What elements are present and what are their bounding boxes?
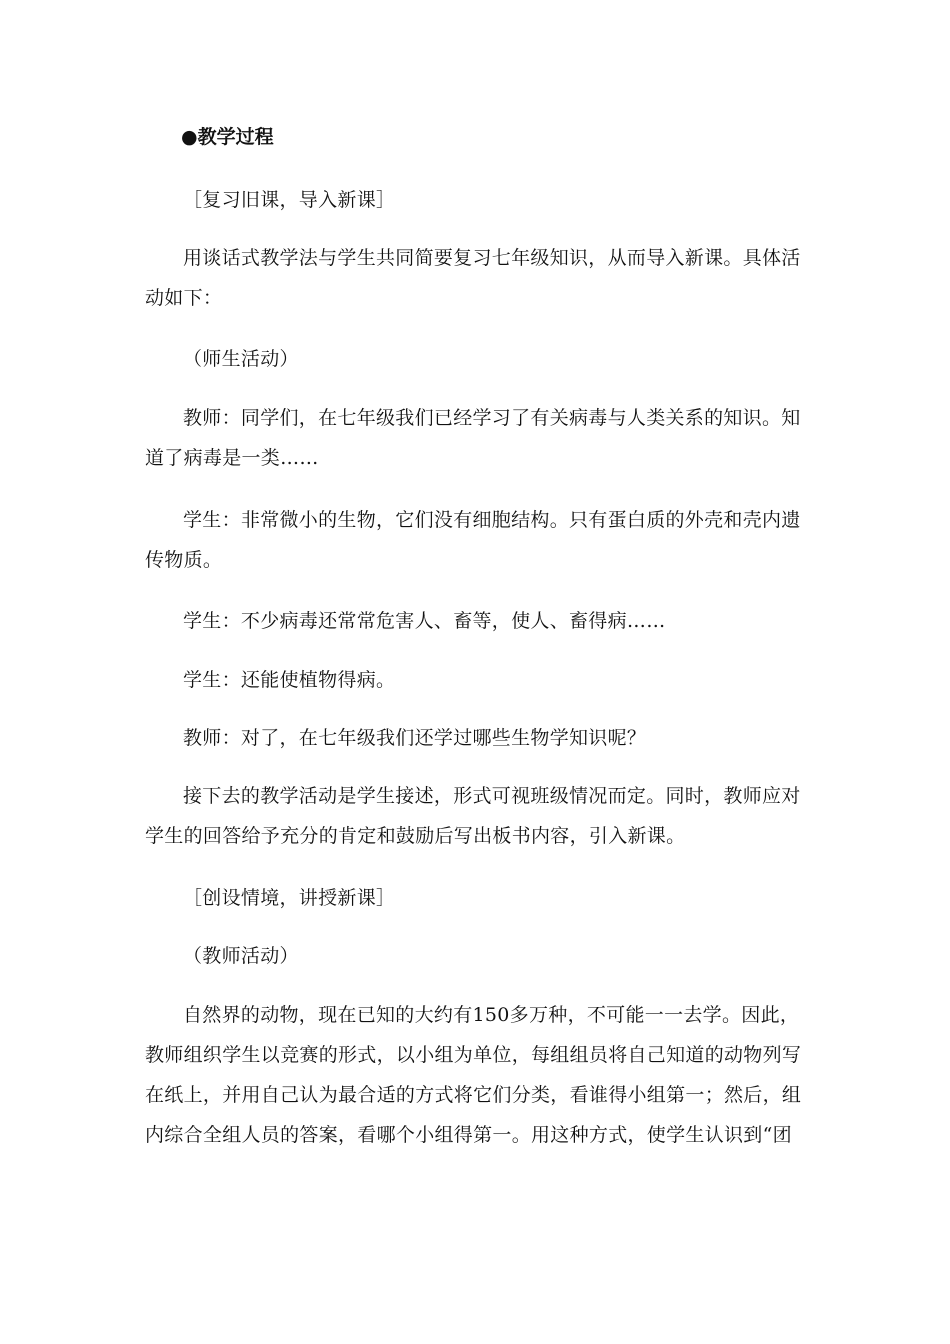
paragraph-teacher-1: 教师：同学们，在七年级我们已经学习了有关病毒与人类关系的知识。知道了病毒是一类…… (145, 407, 801, 469)
paragraph-teacher-activity-label: （教师活动） (183, 945, 299, 967)
paragraph-teacher-2: 教师：对了，在七年级我们还学过哪些生物学知识呢？ (183, 727, 647, 749)
paragraph-student-3: 学生：还能使植物得病。 (183, 669, 396, 691)
paragraph-student-1: 学生：非常微小的生物，它们没有细胞结构。只有蛋白质的外壳和壳内遗传物质。 (145, 509, 801, 571)
paragraph-review-title: ［复习旧课，导入新课］ (183, 189, 396, 211)
paragraph-review-intro: 用谈话式教学法与学生共同简要复习七年级知识，从而导入新课。具体活动如下： (145, 247, 801, 309)
section-heading: ●教学过程 (181, 126, 274, 148)
paragraph-animals: 自然界的动物，现在已知的大约有150多万种，不可能一一去学。因此，教师组织学生以竞赛的形式，以小组为单位，每组组员将自己知道的动物列写在纸上，并用自己认为最合适的方式将它们分类，看谁得小组第一；然后，组内综合全组人员的答案，看哪个小组得第一。用这种方式，使学生认识到“团 (145, 1004, 802, 1146)
paragraph-new-lesson-title: ［创设情境，讲授新课］ (183, 887, 396, 909)
paragraph-activity-note: 接下去的教学活动是学生接述，形式可视班级情况而定。同时，教师应对学生的回答给予充分的肯定和鼓励后写出板书内容，引入新课。 (145, 785, 801, 847)
paragraph-activity-label: （师生活动） (183, 348, 299, 370)
paragraph-student-2: 学生：不少病毒还常常危害人、畜等，使人、畜得病…… (183, 610, 666, 632)
